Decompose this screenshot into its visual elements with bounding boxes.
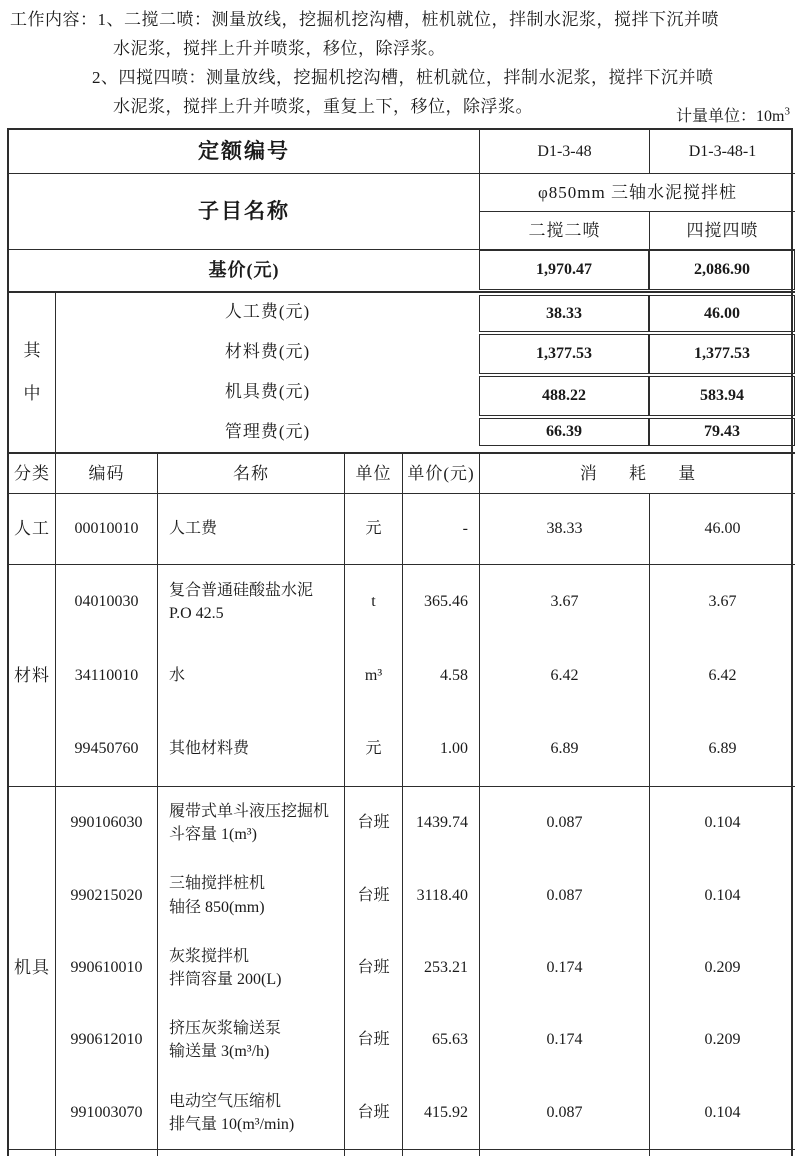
machinery-row3-value-col1: 0.174 bbox=[546, 959, 583, 976]
machinery-row5-value-col2: 0.104 bbox=[704, 1103, 741, 1121]
material-row3-code: 99450760 bbox=[74, 740, 139, 758]
subitem-col2-title: 四搅四喷 bbox=[649, 212, 795, 250]
subitem-group-title: φ850mm 三轴水泥搅拌桩 bbox=[479, 174, 795, 212]
material-row2-unit: m³ bbox=[364, 666, 383, 684]
category-material: 材料 bbox=[9, 565, 55, 787]
labor-fee-col2: 46.00 bbox=[649, 295, 795, 332]
fee-labels-block bbox=[55, 292, 479, 452]
machinery-row2-price: 3118.40 bbox=[416, 886, 468, 904]
machinery-fee-col2: 583.94 bbox=[649, 376, 795, 416]
machinery-row4-value-col2: 0.209 bbox=[704, 1031, 741, 1049]
machinery-row4-price: 65.63 bbox=[432, 1031, 468, 1049]
header-category: 分类 bbox=[9, 454, 55, 494]
header-consumption: 消 耗 量 bbox=[479, 454, 795, 494]
labor-row-value-col1: 38.33 bbox=[479, 494, 649, 565]
material-row1-value-col2: 3.67 bbox=[708, 592, 737, 610]
machinery-row2-name bbox=[158, 859, 344, 931]
material-values-col2 bbox=[649, 565, 795, 787]
machinery-row1-name bbox=[158, 787, 344, 859]
machinery-row2-code: 990215020 bbox=[70, 886, 143, 904]
material-row3-value-col2: 6.89 bbox=[708, 740, 737, 758]
machinery-row4-value-col1: 0.174 bbox=[546, 1031, 583, 1049]
labor-row-value-col2: 46.00 bbox=[649, 494, 795, 565]
material-row1-code: 04010030 bbox=[74, 592, 139, 610]
header-code: 编码 bbox=[55, 454, 157, 494]
machinery-row3-price: 253.21 bbox=[424, 959, 468, 976]
base-price-label: 基价(元) bbox=[208, 260, 280, 281]
material-row2-price: 4.58 bbox=[440, 666, 468, 684]
material-fee-col1: 1,377.53 bbox=[479, 334, 649, 374]
machinery-row3-value-col2: 0.209 bbox=[704, 959, 741, 976]
among-which-char-1: 其 bbox=[23, 340, 41, 360]
machinery-prices bbox=[402, 787, 479, 1150]
machinery-row4-code: 990612010 bbox=[70, 1031, 143, 1049]
work-content-line-3: 2、四搅四喷：测量放线，挖掘机挖沟槽，桩机就位，拌制水泥浆，搅拌下沉并喷 bbox=[92, 68, 714, 87]
labor-fee-col1: 38.33 bbox=[479, 295, 649, 332]
material-row2-value-col1: 6.42 bbox=[550, 666, 579, 684]
category-labor: 人工 bbox=[9, 494, 55, 565]
management-fee-col2: 79.43 bbox=[649, 418, 795, 446]
management-fee-label: 管理费(元) bbox=[224, 422, 311, 442]
machinery-row3-name bbox=[158, 932, 344, 1004]
machinery-row2-unit: 台班 bbox=[357, 886, 390, 904]
material-row3-value-col1: 6.89 bbox=[550, 740, 579, 758]
measuring-unit-superscript: 3 bbox=[784, 105, 790, 118]
machinery-row1-spec-text: 斗容量 1(m³) bbox=[169, 826, 257, 844]
material-row3-price: 1.00 bbox=[440, 740, 468, 758]
material-codes bbox=[55, 565, 157, 787]
header-unit: 单位 bbox=[344, 454, 402, 494]
machinery-row1-name-text: 履带式单斗液压挖掘机 bbox=[169, 803, 330, 820]
machinery-row4-unit: 台班 bbox=[357, 1031, 390, 1049]
material-row1-name bbox=[158, 565, 344, 639]
quota-code-col1: D1-3-48 bbox=[479, 130, 649, 174]
bottom-strip-divider-6 bbox=[649, 1150, 650, 1156]
machinery-row3-name-text: 灰浆搅拌机 bbox=[169, 947, 250, 965]
labor-row-unit: 元 bbox=[344, 494, 402, 565]
machinery-row4-name-text: 挤压灰浆输送泵 bbox=[169, 1020, 282, 1038]
material-fee-col2: 1,377.53 bbox=[649, 334, 795, 374]
material-units bbox=[344, 565, 402, 787]
header-unit-price: 单价(元) bbox=[402, 454, 479, 494]
bottom-strip-divider-1 bbox=[55, 1150, 56, 1156]
subitem-name-label: 子目名称 bbox=[9, 174, 479, 250]
material-names bbox=[157, 565, 344, 787]
machinery-row5-price: 415.92 bbox=[424, 1103, 468, 1121]
category-machinery: 机具 bbox=[9, 787, 55, 1150]
work-content-line-4: 水泥浆，搅拌上升并喷浆，重复上下，移位，除浮浆。 bbox=[113, 97, 533, 116]
machinery-row1-value-col1: 0.087 bbox=[546, 814, 583, 832]
machinery-row3-spec-text: 拌筒容量 200(L) bbox=[169, 971, 282, 988]
labor-row-name bbox=[157, 494, 344, 565]
labor-fee-label: 人工费(元) bbox=[224, 302, 311, 322]
material-row2-name: 水 bbox=[169, 666, 186, 684]
machinery-row5-spec-text: 排气量 10(m³/min) bbox=[169, 1115, 295, 1133]
machinery-row1-value-col2: 0.104 bbox=[704, 814, 741, 832]
machinery-units bbox=[344, 787, 402, 1150]
machinery-row2-spec-text: 轴径 850(mm) bbox=[169, 898, 265, 916]
machinery-row1-price: 1439.74 bbox=[416, 814, 468, 832]
machinery-fee-col1: 488.22 bbox=[479, 376, 649, 416]
measuring-unit-value: 10m bbox=[756, 108, 785, 125]
among-which-char-2: 中 bbox=[23, 384, 41, 403]
measuring-unit-label: 计量单位： bbox=[676, 108, 757, 125]
quota-code-col2: D1-3-48-1 bbox=[649, 130, 795, 174]
machinery-row5-name bbox=[158, 1077, 344, 1149]
machinery-row2-value-col1: 0.087 bbox=[546, 886, 583, 904]
machinery-row2-name-text: 三轴搅拌桩机 bbox=[169, 875, 266, 893]
material-row1-value-col1: 3.67 bbox=[550, 592, 579, 610]
machinery-codes bbox=[55, 787, 157, 1150]
quota-table bbox=[7, 128, 793, 1156]
machinery-row5-name-text: 电动空气压缩机 bbox=[169, 1092, 282, 1110]
material-row2-value-col2: 6.42 bbox=[708, 666, 737, 684]
material-row1-spec-text: P.O 42.5 bbox=[169, 604, 224, 622]
management-fee-col1: 66.39 bbox=[479, 418, 649, 446]
machinery-row3-unit: 台班 bbox=[357, 959, 390, 976]
material-values-col1 bbox=[479, 565, 649, 787]
machinery-row1-unit: 台班 bbox=[357, 814, 390, 832]
work-content-line-2: 水泥浆，搅拌上升并喷浆，移位，除浮浆。 bbox=[113, 39, 446, 58]
machinery-fee-label: 机具费(元) bbox=[224, 382, 311, 402]
among-which-label bbox=[9, 292, 55, 452]
machinery-row4-spec-text: 输送量 3(m³/h) bbox=[169, 1043, 270, 1061]
labor-row-name-text: 人工费 bbox=[169, 520, 218, 538]
bottom-strip-divider-5 bbox=[479, 1150, 480, 1156]
header-name: 名称 bbox=[157, 454, 344, 494]
material-fee-label: 材料费(元) bbox=[224, 342, 311, 362]
material-row1-price: 365.46 bbox=[424, 592, 468, 610]
base-price-col1: 1,970.47 bbox=[479, 250, 649, 290]
labor-row-price: - bbox=[402, 494, 479, 565]
material-prices bbox=[402, 565, 479, 787]
labor-row-code: 00010010 bbox=[55, 494, 157, 565]
machinery-names bbox=[157, 787, 344, 1150]
machinery-values-col2 bbox=[649, 787, 795, 1150]
work-content-line-1: 工作内容：1、二搅二喷：测量放线，挖掘机挖沟槽，桩机就位，拌制水泥浆，搅拌下沉并喷 bbox=[10, 10, 719, 29]
machinery-row1-code: 990106030 bbox=[70, 814, 143, 832]
material-row1-unit: t bbox=[371, 592, 376, 610]
machinery-row3-code: 990610010 bbox=[70, 959, 143, 976]
subitem-col1-title: 二搅二喷 bbox=[479, 212, 649, 250]
bottom-strip-divider-4 bbox=[402, 1150, 403, 1156]
material-row3-name: 其他材料费 bbox=[169, 740, 250, 758]
measuring-unit-note bbox=[676, 103, 790, 126]
base-price-col2: 2,086.90 bbox=[649, 250, 795, 290]
machinery-values-col1 bbox=[479, 787, 649, 1150]
machinery-row2-value-col2: 0.104 bbox=[704, 886, 741, 904]
material-row1-name-text: 复合普通硅酸盐水泥 bbox=[169, 581, 314, 599]
machinery-row4-name bbox=[158, 1004, 344, 1076]
machinery-row5-code: 991003070 bbox=[70, 1103, 143, 1121]
material-row3-unit: 元 bbox=[365, 740, 382, 758]
bottom-strip-divider-2 bbox=[157, 1150, 158, 1156]
quota-number-label: 定额编号 bbox=[9, 130, 479, 174]
material-row2-code: 34110010 bbox=[74, 666, 139, 684]
machinery-row5-value-col1: 0.087 bbox=[546, 1103, 583, 1121]
machinery-row5-unit: 台班 bbox=[357, 1103, 390, 1121]
bottom-strip-divider-3 bbox=[344, 1150, 345, 1156]
